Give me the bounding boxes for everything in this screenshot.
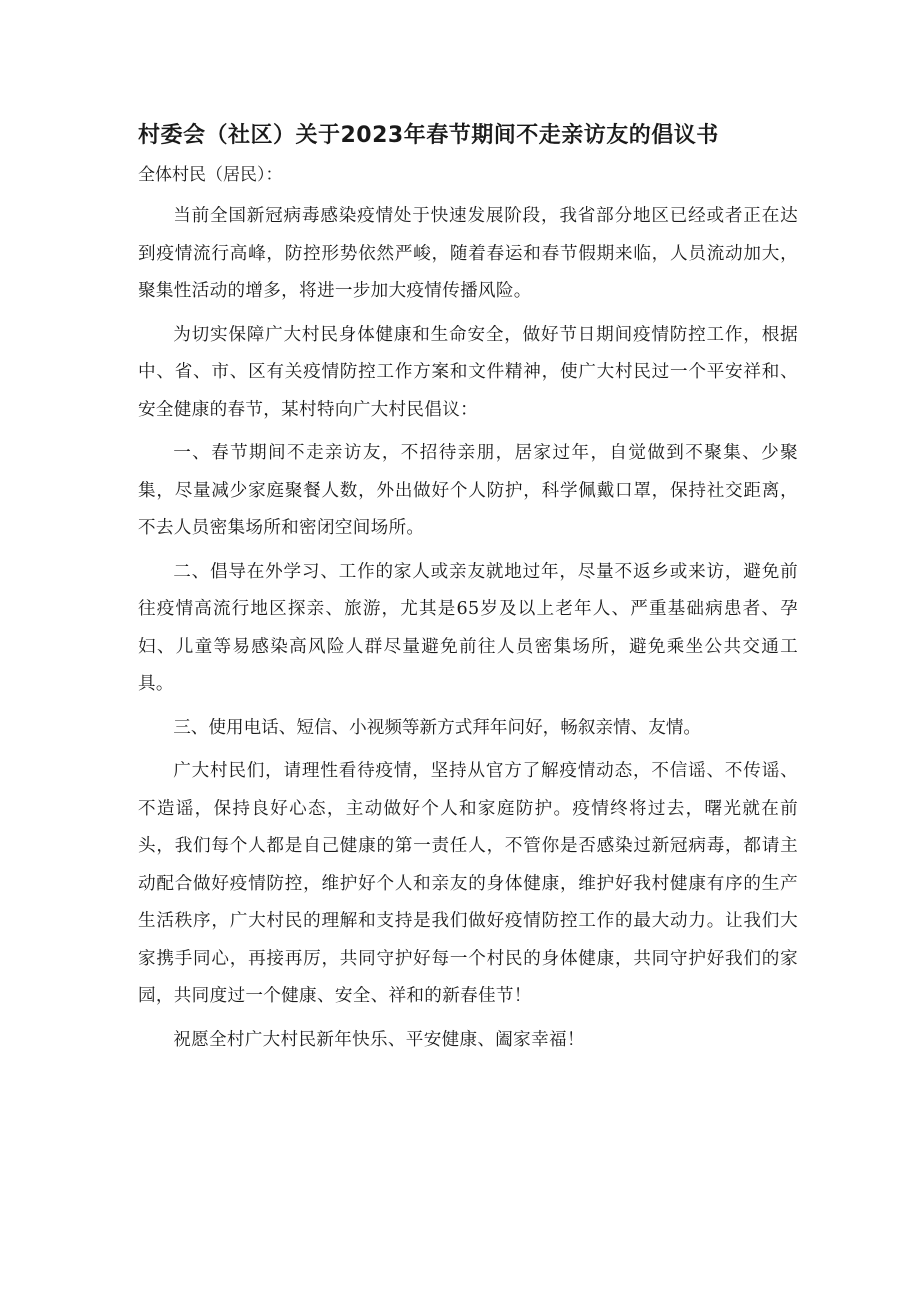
document-title: 村委会（社区）关于2023年春节期间不走亲访友的倡议书: [138, 123, 719, 148]
paragraph-intro: 当前全国新冠病毒感染疫情处于快速发展阶段，我省部分地区已经或者正在达到疫情流行高峰，防控形势依然严峻，随着春运和春节假期来临，人员流动加大，聚集性活动的增多，将进一步加大疫情传播风险。: [138, 206, 798, 301]
paragraph-item-3: 三、使用电话、短信、小视频等新方式拜年问好，畅叙亲情、友情。: [173, 717, 702, 738]
paragraph-item-2: 二、倡导在外学习、工作的家人或亲友就地过年，尽量不返乡或来访，避免前往疫情高流行地区探亲、旅游，尤其是65岁及以上老年人、严重基础病患者、孕妇、儿童等易感染高风险人群尽量避免前往人员密集场所，避免乘坐公共交通工具。: [138, 561, 798, 694]
salutation: 全体村民（居民）：: [138, 165, 283, 185]
paragraph-purpose: 为切实保障广大村民身体健康和生命安全，做好节日期间疫情防控工作，根据中、省、市、区有关疫情防控工作方案和文件精神，使广大村民过一个平安祥和、安全健康的春节，某村特向广大村民倡议：: [138, 324, 798, 420]
paragraph-item-1: 一、春节期间不走亲访友，不招待亲朋，居家过年，自觉做到不聚集、少聚集，尽量减少家庭聚餐人数，外出做好个人防护，科学佩戴口罩，保持社交距离，不去人员密集场所和密闭空间场所。: [138, 443, 798, 538]
paragraph-closing-wish: 祝愿全村广大村民新年快乐、平安健康、阖家幸福！: [173, 1029, 585, 1050]
document-page: [138, 118, 798, 1065]
paragraph-appeal: 广大村民们，请理性看待疫情，坚持从官方了解疫情动态，不信谣、不传谣、不造谣，保持良好心态，主动做好个人和家庭防护。疫情终将过去，曙光就在前头，我们每个人都是自己健康的第一责任人，不管你是否感染过新冠病毒，都请主动配合做好疫情防控，维护好个人和亲友的身体健康，维护好我村健康有序的生产生活秩序，广大村民的理解和支持是我们做好疫情防控工作的最大动力。让我们大家携手同心，再接再厉，共同守护好每一个村民的身体健康，共同守护好我们的家园，共同度过一个健康、安全、祥和的新春佳节！: [138, 761, 798, 1006]
